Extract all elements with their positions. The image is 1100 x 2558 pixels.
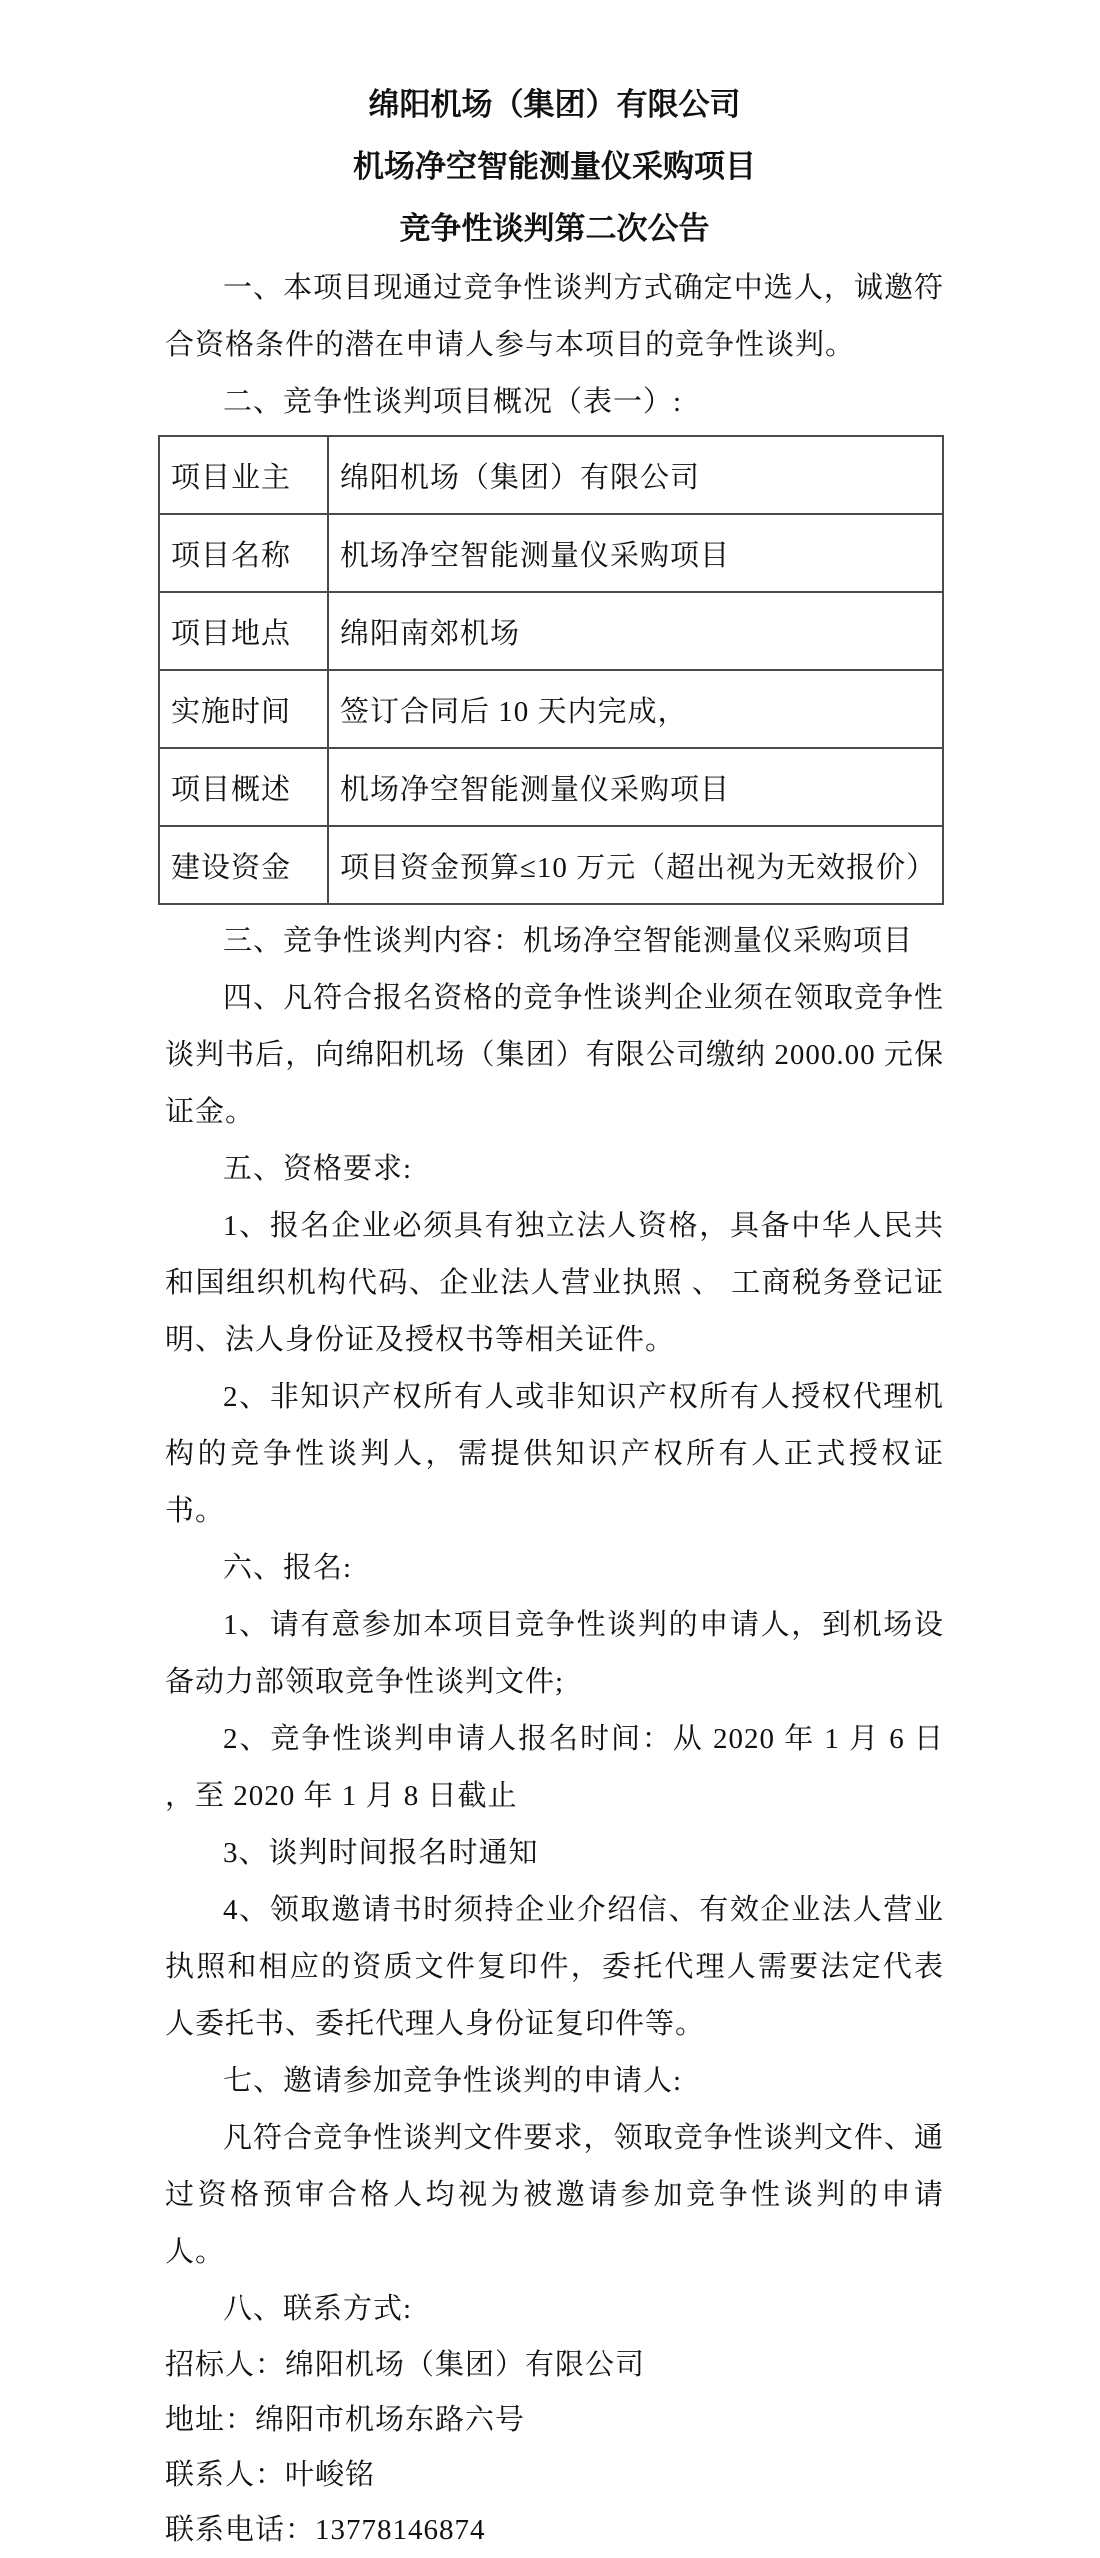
paragraph-overview-caption: 二、竞争性谈判项目概况（表一）: (223, 386, 683, 418)
paragraph-registration-4: 4、领取邀请书时须持企业介绍信、有效企业法人营业执照和相应的资质文件复印件，委托代理人需要法定代表人委托书、委托代理人身份证复印件等。 (165, 1894, 944, 2040)
heading-registration: 六、报名: (223, 1552, 353, 1584)
contact-person: 联系人：叶峻铭 (165, 2459, 376, 2491)
heading-invitation: 七、邀请参加竞争性谈判的申请人: (223, 2065, 683, 2097)
table-row (159, 514, 943, 592)
table-value-cell: 机场净空智能测量仪采购项目 (328, 748, 943, 826)
paragraph-deposit: 四、凡符合报名资格的竞争性谈判企业须在领取竞争性谈判书后，向绵阳机场（集团）有限公司缴纳 2000.00 元保证金。 (165, 982, 944, 1128)
doc-title-line-2: 机场净空智能测量仪采购项目 (353, 149, 756, 184)
table-row (159, 592, 943, 670)
table-row (159, 436, 943, 514)
paragraph-qualification-2: 2、非知识产权所有人或非知识产权所有人授权代理机构的竞争性谈判人，需提供知识产权所有人正式授权证书。 (165, 1381, 944, 1527)
table-value-cell: 绵阳南郊机场 (328, 592, 943, 670)
heading-contact: 八、联系方式: (223, 2293, 413, 2325)
paragraph-negotiation-content: 三、竞争性谈判内容：机场净空智能测量仪采购项目 (223, 925, 914, 957)
heading-qualification: 五、资格要求: (223, 1153, 413, 1185)
contact-bidder: 招标人：绵阳机场（集团）有限公司 (165, 2349, 646, 2381)
paragraph-registration-2: 2、竞争性谈判申请人报名时间：从 2020 年 1 月 6 日 ，至 2020 年 1 月 8 日截止 (165, 1723, 944, 1812)
table-row (159, 826, 943, 904)
table-label-cell: 项目业主 (159, 436, 328, 514)
table-row (159, 670, 943, 748)
paragraph-registration-3: 3、谈判时间报名时通知 (223, 1837, 539, 1869)
table-label-cell: 项目概述 (159, 748, 328, 826)
table-value-cell: 签订合同后 10 天内完成， (328, 670, 943, 748)
doc-title-line-1: 绵阳机场（集团）有限公司 (368, 87, 741, 122)
project-overview-table (158, 435, 944, 905)
paragraph-registration-1: 1、请有意参加本项目竞争性谈判的申请人，到机场设备动力部领取竞争性谈判文件; (165, 1609, 944, 1698)
paragraph-notice-intro: 一、本项目现通过竞争性谈判方式确定中选人，诚邀符合资格条件的潜在申请人参与本项目的竞争性谈判。 (165, 272, 944, 361)
table-row (159, 748, 943, 826)
table-label-cell: 项目地点 (159, 592, 328, 670)
paragraph-invitation: 凡符合竞争性谈判文件要求，领取竞争性谈判文件、通过资格预审合格人均视为被邀请参加竞争性谈判的申请人。 (165, 2122, 944, 2268)
contact-phone: 联系电话：13778146874 (165, 2514, 486, 2546)
contact-address: 地址：绵阳市机场东路六号 (165, 2404, 526, 2436)
table-label-cell: 建设资金 (159, 826, 328, 904)
paragraph-qualification-1: 1、报名企业必须具有独立法人资格，具备中华人民共和国组织机构代码、企业法人营业执照 、 工商税务登记证明、法人身份证及授权书等相关证件。 (165, 1210, 944, 1356)
table-value-cell: 绵阳机场（集团）有限公司 (328, 436, 943, 514)
table-value-cell: 项目资金预算≤10 万元（超出视为无效报价） (328, 826, 943, 904)
table-label-cell: 实施时间 (159, 670, 328, 748)
table-label-cell: 项目名称 (159, 514, 328, 592)
doc-title-line-3: 竞争性谈判第二次公告 (399, 211, 710, 246)
table-value-cell: 机场净空智能测量仪采购项目 (328, 514, 943, 592)
